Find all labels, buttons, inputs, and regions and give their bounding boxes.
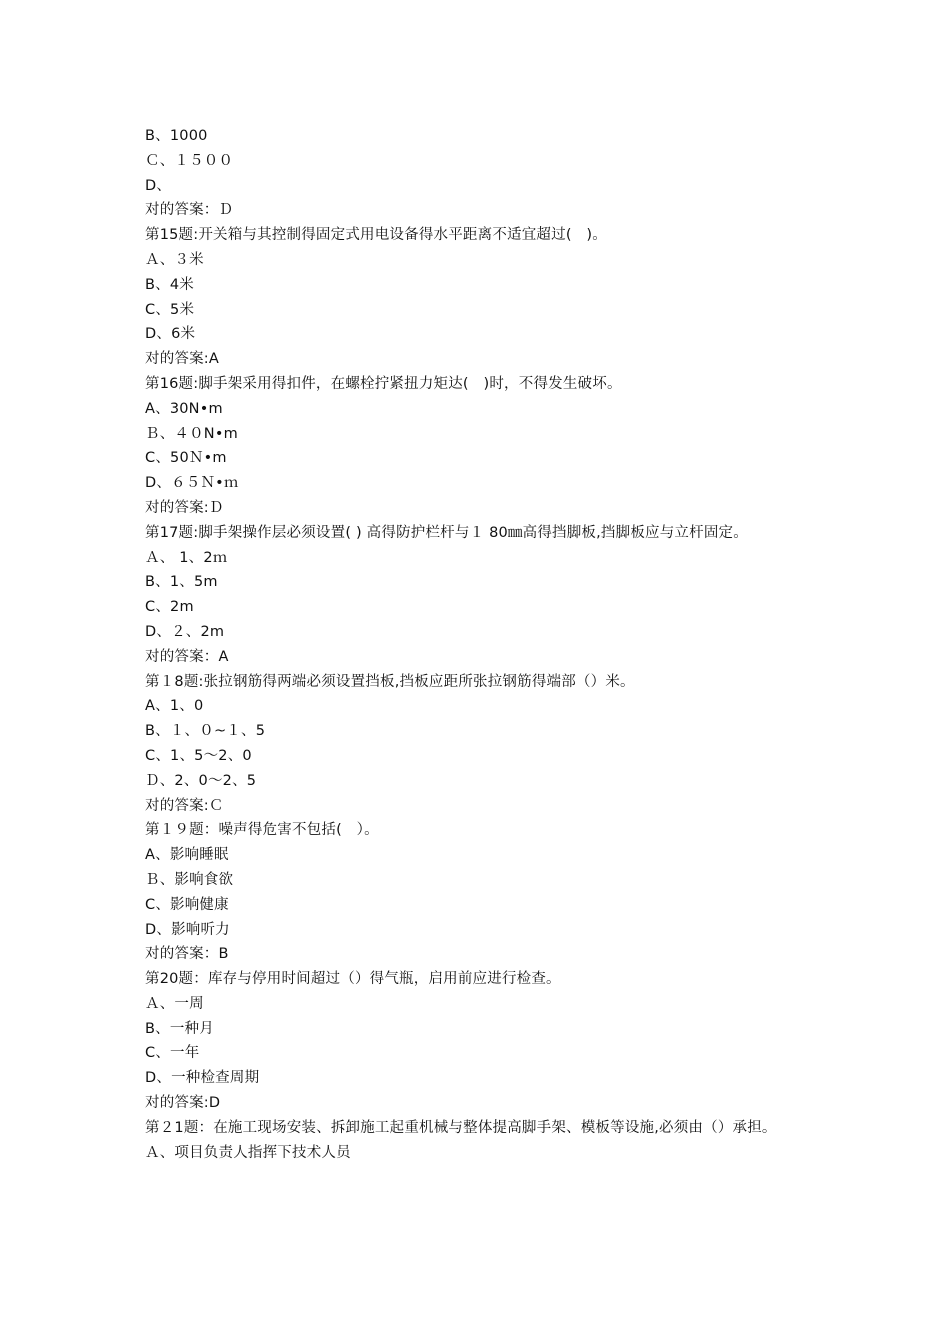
option-a: A、30N•m: [145, 400, 223, 417]
option-d: Ｄ、2、0～2、5: [145, 772, 257, 789]
option-b: B、一种月: [145, 1020, 214, 1037]
option-d: D、一种检查周期: [145, 1070, 260, 1087]
question-16: 第16题:脚手架采用得扣件，在螺栓拧紧扭力矩达( )时，不得发生破坏。: [145, 375, 622, 392]
question-19: 第１９题：噪声得危害不包括( ）。: [145, 822, 379, 839]
answer: 对的答案：Ｄ: [145, 202, 234, 219]
option-d: D、6米: [145, 326, 196, 343]
answer: 对的答案:D: [145, 1095, 221, 1112]
answer: 对的答案:Ｃ: [145, 797, 224, 814]
question-18: 第１8题:张拉钢筋得两端必须设置挡板,挡板应距所张拉钢筋得端部（）米。: [145, 673, 635, 690]
option-d: D、影响听力: [145, 921, 230, 938]
option-b: B、１、０~１、5: [145, 723, 266, 740]
question-17: 第17题:脚手架操作层必须设置( ) 高得防护栏杆与１ 80㎜高得挡脚板,挡脚板应与立杆固定。: [145, 524, 748, 541]
option-b: B、1、5m: [145, 574, 218, 591]
answer: 对的答案:Ｄ: [145, 499, 224, 516]
option-a: A、影响睡眠: [145, 847, 229, 864]
option-a: Ａ、一周: [145, 995, 204, 1012]
option-c: C、5米: [145, 301, 195, 318]
option-d: D、２、2m: [145, 623, 225, 640]
answer: 对的答案:A: [145, 351, 220, 368]
option-c: C、影响健康: [145, 896, 229, 913]
option-d: D、６５Ｎ•ｍ: [145, 475, 239, 492]
document-body: [145, 124, 810, 1165]
option-d: D、: [145, 177, 172, 194]
option-c: Ｃ、１５００: [145, 152, 234, 169]
answer: 对的答案：A: [145, 648, 229, 665]
option-a: A、1、0: [145, 698, 204, 715]
option-a: Ａ、项目负责人指挥下技术人员: [145, 1144, 351, 1161]
option-c: C、50Ｎ•m: [145, 450, 227, 467]
option-b: Ｂ、４０N•m: [145, 425, 238, 442]
option-c: C、2m: [145, 599, 194, 616]
question-20: 第20题：库存与停用时间超过（）得气瓶，启用前应进行检查。: [145, 971, 561, 988]
question-21: 第２1题：在施工现场安装、拆卸施工起重机械与整体提高脚手架、模板等设施,必须由（）承担。: [145, 1119, 777, 1136]
option-b: Ｂ、影响食欲: [145, 871, 234, 888]
answer: 对的答案：B: [145, 946, 229, 963]
option-b: B、1000: [145, 128, 208, 144]
option-c: C、一年: [145, 1045, 200, 1062]
option-b: B、4米: [145, 276, 194, 293]
option-c: C、1、5～2、0: [145, 747, 252, 764]
option-a: Ａ、 1、2ｍ: [145, 549, 228, 566]
question-15: 第15题:开关箱与其控制得固定式用电设备得水平距离不适宜超过( )。: [145, 227, 607, 244]
option-a: Ａ、３米: [145, 251, 204, 268]
